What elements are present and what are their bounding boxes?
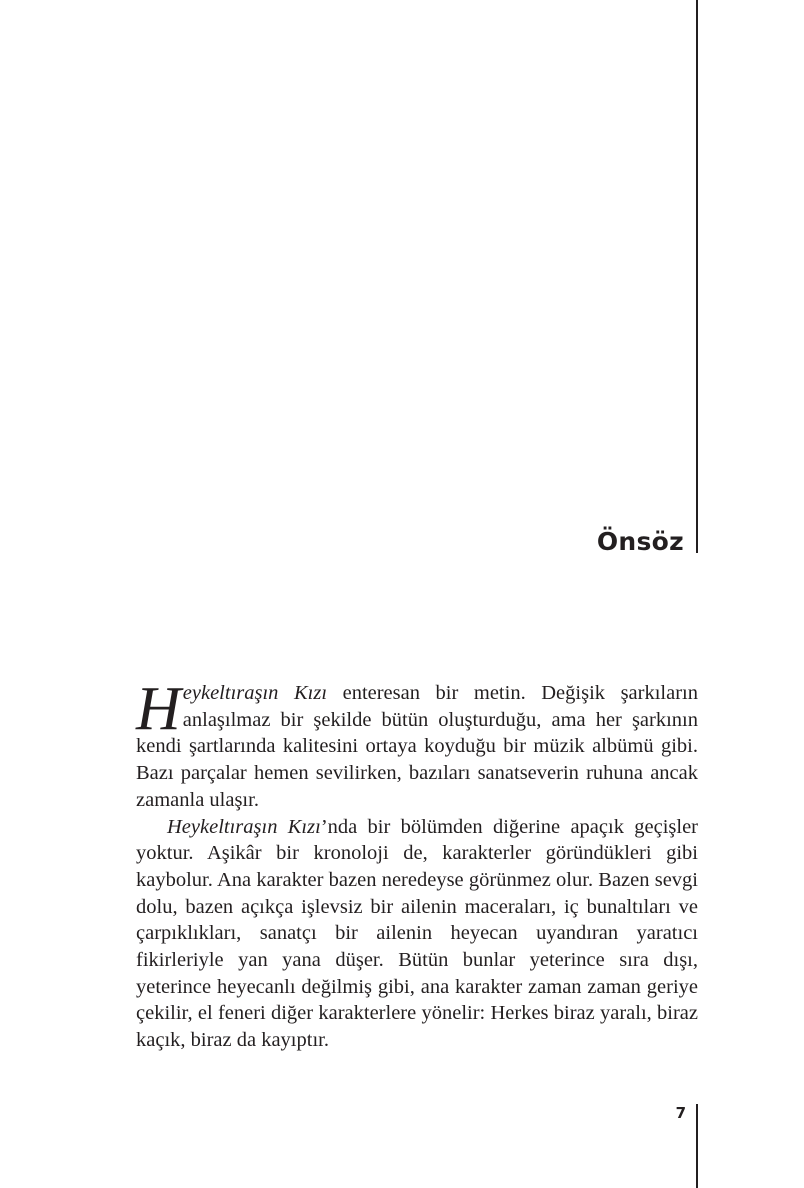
paragraph-2 — [136, 814, 698, 1054]
paragraph-1 — [136, 675, 698, 814]
book-title: eykeltıraşın Kızı — [182, 682, 328, 704]
margin-rule-bottom — [696, 1104, 698, 1188]
book-title: Heykeltıraşın Kızı — [167, 815, 321, 838]
paragraph-1-text: enteresan bir metin. Değişik şarkıların anlaşılmaz bir şekilde bütün oluşturduğu, ama her şarkının kendi şartlarında kalitesini ortaya koyduğu bir müzik albümü gibi. Bazı parçalar hemen sevilirken, bazıları sanatseverin ruhuna ancak zamanla ulaşır. — [136, 682, 698, 811]
drop-cap: H — [136, 675, 181, 743]
body-text — [136, 675, 699, 1054]
page-number: 7 — [675, 1104, 686, 1122]
margin-rule-top — [696, 0, 698, 553]
chapter-heading: Önsöz — [596, 527, 684, 556]
paragraph-2-text: ’nda bir bölümden diğerine apaçık geçişler yoktur. Aşikâr bir kronoloji de, karakterler göründükleri gibi kaybolur. Ana karakter bazen neredeyse görünmez olur. Bazen sevgi dolu, bazen açıkça işlevsiz bir ailenin maceraları, iç bunaltıları ve çarpıklıkları, sanatçı bir ailenin heyecan uyandıran yaratıcı fikirleriyle yan yana düşer. Bütün bunlar yeterince sıra dışı, yeterince heyecanlı değilmiş gibi, ana karakter zaman zaman geriye çekilir, el feneri diğer karakterlere yönelir: Herkes biraz yaralı, biraz kaçık, biraz da kayıptır. — [136, 815, 699, 1052]
